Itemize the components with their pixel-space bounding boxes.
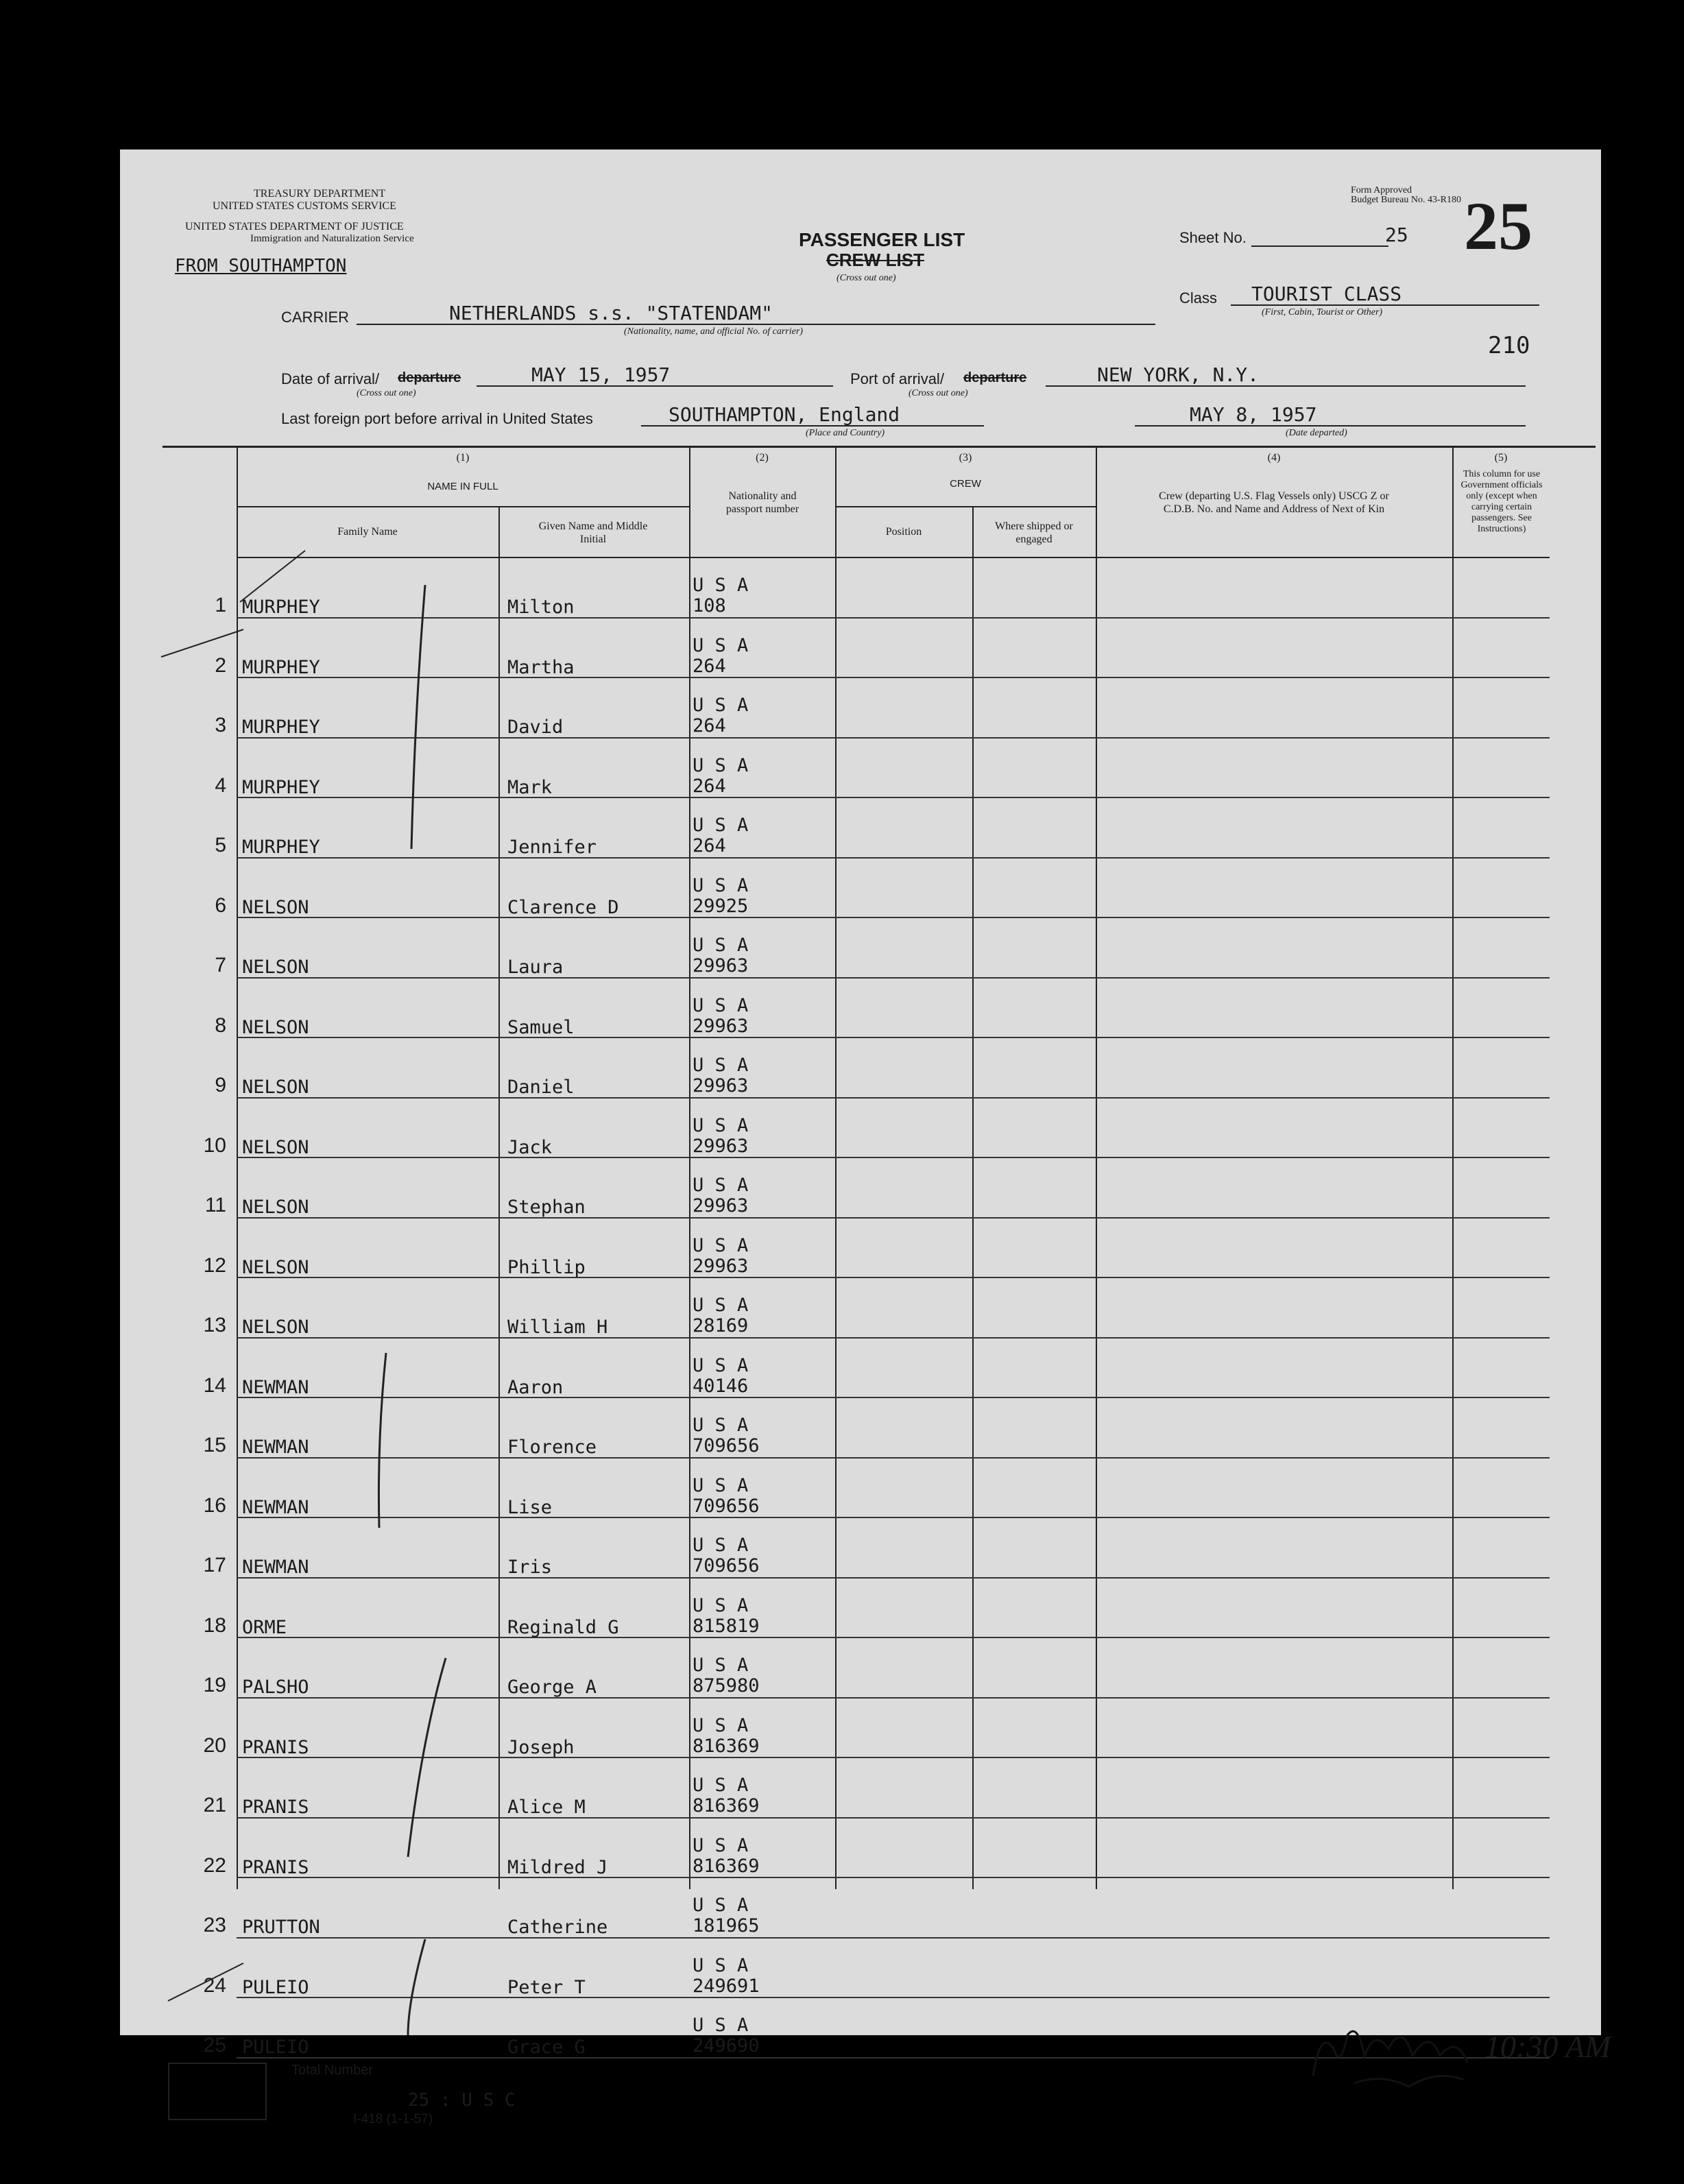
departed-note: (Date departed) (1286, 428, 1347, 438)
nationality: U S A (693, 815, 749, 836)
family-name: ORME (242, 1616, 287, 1638)
col3-number: (3) (959, 452, 972, 464)
family-name: MURPHEY (242, 597, 320, 618)
given-name: William H (507, 1317, 608, 1338)
nationality: U S A (693, 1114, 749, 1136)
agency-line-2: UNITED STATES CUSTOMS SERVICE (213, 200, 396, 212)
passport-number: 816369 (693, 1855, 760, 1877)
passport-number: 815819 (693, 1615, 760, 1637)
class-label: Class (1179, 289, 1218, 307)
nationality: U S A (693, 754, 749, 776)
nationality: U S A (693, 1834, 749, 1856)
given-name: Joseph (507, 1736, 575, 1758)
given-name: Phillip (507, 1256, 586, 1278)
departed-date: MAY 8, 1957 (1190, 403, 1317, 426)
passport-number: 29963 (693, 955, 749, 976)
passport-number: 709656 (693, 1435, 760, 1456)
nationality: U S A (693, 1055, 749, 1076)
given-name: Mildred J (507, 1856, 608, 1878)
passport-number: 875980 (693, 1675, 760, 1696)
nationality: U S A (693, 1714, 749, 1736)
given-name: Clarence D (507, 896, 619, 918)
passport-number: 108 (693, 595, 726, 616)
passport-number: 249691 (693, 1975, 760, 1997)
row-number: 3 (215, 714, 226, 736)
form-number: I-418 (1-1-57) (353, 2112, 433, 2126)
family-name: NELSON (242, 896, 309, 918)
col2-title: Nationality and passport number (725, 490, 799, 515)
nationality: U S A (693, 1474, 749, 1496)
total-label: Total Number (291, 2063, 373, 2078)
last-port-value: SOUTHAMPTON, England (669, 403, 900, 426)
nationality: U S A (693, 1175, 749, 1196)
nationality: U S A (693, 2015, 749, 2036)
nationality: U S A (693, 1415, 749, 1436)
passport-number: 816369 (693, 1795, 760, 1816)
position-header: Position (885, 526, 922, 538)
shipped-header: Where shipped or engaged (995, 520, 1073, 545)
family-name: NELSON (242, 1136, 309, 1158)
family-name: PALSHO (242, 1677, 309, 1698)
total-box (168, 2063, 267, 2120)
last-port-note: (Place and Country) (806, 428, 885, 438)
arrival-date: MAY 15, 1957 (531, 363, 671, 386)
nationality: U S A (693, 874, 749, 896)
passport-number: 709656 (693, 1495, 760, 1517)
passport-number: 181965 (693, 1915, 760, 1936)
passport-number: 28169 (693, 1315, 749, 1336)
family-name: PRANIS (242, 1797, 309, 1818)
row-number: 14 (203, 1373, 226, 1397)
family-name: NELSON (242, 1197, 309, 1218)
col2-number: (2) (756, 452, 769, 464)
row-number: 11 (204, 1194, 226, 1216)
given-name: Catherine (507, 1917, 608, 1938)
passport-number: 29963 (693, 1075, 749, 1096)
given-name: Laura (507, 957, 564, 978)
class-note: (First, Cabin, Tourist or Other) (1262, 307, 1383, 317)
given-name: Grace G (507, 2037, 586, 2058)
given-name: Jack (507, 1136, 553, 1158)
signature-time: 10:30 AM (1484, 2029, 1611, 2064)
nationality: U S A (693, 1354, 749, 1376)
row-number: 25 (203, 2034, 226, 2056)
nationality: U S A (693, 935, 749, 956)
sheet-label: Sheet No. (1179, 229, 1247, 246)
col5-title: This column for use Government officials only (except when carrying certain passengers. See Instructions) (1460, 469, 1543, 534)
col1-title: NAME IN FULL (427, 481, 498, 492)
cross-out-note: (Cross out one) (837, 273, 896, 283)
family-name: NELSON (242, 1256, 309, 1278)
passport-number: 709656 (693, 1555, 760, 1576)
carrier-value: NETHERLANDS s.s. "STATENDAM" (449, 302, 773, 324)
family-name-header: Family Name (337, 526, 398, 538)
nationality: U S A (693, 1954, 749, 1976)
passport-number: 264 (693, 715, 726, 736)
col5-number: (5) (1494, 452, 1508, 464)
row-number: 7 (215, 954, 226, 976)
given-name: Mark (507, 776, 553, 798)
passport-number: 29925 (693, 895, 749, 917)
nationality: U S A (693, 575, 749, 596)
nationality: U S A (693, 695, 749, 716)
passport-number: 249690 (693, 2035, 760, 2056)
form-approved: Form Approved (1351, 185, 1412, 195)
nationality: U S A (693, 1535, 749, 1556)
family-name: PULEIO (242, 2037, 309, 2058)
family-name: PRANIS (242, 1736, 309, 1758)
row-number: 17 (203, 1554, 226, 1576)
port-cross-note: (Cross out one) (909, 388, 968, 398)
nationality: U S A (693, 634, 749, 656)
nationality: U S A (693, 1895, 749, 1916)
family-name: NELSON (242, 1016, 309, 1038)
given-name: Daniel (507, 1077, 575, 1098)
total-value: 25 : U S C (408, 2090, 516, 2111)
family-name: MURPHEY (242, 656, 320, 678)
given-name: George A (507, 1677, 597, 1698)
row-number: 1 (215, 594, 226, 616)
nationality: U S A (693, 1655, 749, 1676)
row-number: 6 (215, 893, 226, 917)
row-number: 9 (215, 1074, 226, 1096)
row-number: 13 (203, 1314, 226, 1336)
family-name: MURPHEY (242, 837, 320, 858)
given-name: Stephan (507, 1197, 586, 1218)
given-name: Alice M (507, 1797, 586, 1818)
row-number: 18 (203, 1613, 226, 1637)
page-count: 210 (1488, 332, 1530, 359)
nationality: U S A (693, 1295, 749, 1316)
given-name: Jennifer (507, 837, 597, 858)
col1-number: (1) (456, 452, 470, 464)
given-name: Florence (507, 1437, 597, 1458)
carrier-label: CARRIER (281, 309, 350, 326)
col3-title: CREW (950, 478, 981, 490)
passport-number: 29963 (693, 1195, 749, 1216)
given-name: Iris (507, 1557, 553, 1578)
passport-number: 40146 (693, 1375, 749, 1397)
agency-line-3: UNITED STATES DEPARTMENT OF JUSTICE (185, 221, 404, 232)
row-number: 16 (203, 1493, 226, 1517)
sheet-number-large: 25 (1464, 188, 1532, 264)
given-name-header: Given Name and Middle Initial (538, 520, 648, 545)
given-name: David (507, 717, 564, 738)
crossed-title: CREW LIST (826, 250, 924, 270)
family-name: PULEIO (242, 1976, 309, 1998)
agency-line-1: TREASURY DEPARTMENT (254, 188, 386, 200)
page-title: PASSENGER LIST (799, 229, 965, 250)
row-number: 19 (203, 1674, 226, 1696)
row-number: 2 (215, 653, 226, 677)
row-number: 12 (203, 1253, 226, 1277)
row-number: 21 (203, 1794, 226, 1816)
nationality: U S A (693, 994, 749, 1016)
arrival-crossed: departure (398, 370, 461, 385)
passport-number: 29963 (693, 1135, 749, 1157)
given-name: Lise (507, 1496, 553, 1518)
row-number: 4 (215, 773, 226, 797)
given-name: Reginald G (507, 1616, 619, 1638)
class-value: TOURIST CLASS (1251, 283, 1402, 305)
row-number: 15 (203, 1434, 226, 1456)
given-name: Martha (507, 656, 575, 678)
family-name: NEWMAN (242, 1557, 309, 1578)
from-port: FROM SOUTHAMPTON (175, 256, 347, 276)
col4-number: (4) (1267, 452, 1281, 464)
agency-line-4: Immigration and Naturalization Service (250, 233, 414, 244)
row-number: 24 (203, 1973, 226, 1997)
col4-title: Crew (departing U.S. Flag Vessels only) USCG Z or C.D.B. No. and Name and Address of Next of Kin (1159, 490, 1389, 515)
row-number: 8 (215, 1013, 226, 1037)
family-name: MURPHEY (242, 717, 320, 738)
last-port-label: Last foreign port before arrival in United States (281, 410, 593, 427)
passport-number: 29963 (693, 1015, 749, 1037)
passenger-list-sheet (120, 149, 1611, 2126)
port-crossed: departure (963, 370, 1027, 385)
row-number: 10 (203, 1133, 226, 1157)
budget-bureau: Budget Bureau No. 43-R180 (1351, 195, 1461, 205)
family-name: PRANIS (242, 1856, 309, 1878)
row-number: 20 (203, 1733, 226, 1757)
family-name: NELSON (242, 1077, 309, 1098)
carrier-note: (Nationality, name, and official No. of carrier) (624, 326, 803, 337)
family-name: NELSON (242, 957, 309, 978)
row-number: 22 (203, 1853, 226, 1877)
passport-number: 264 (693, 835, 726, 856)
passport-number: 264 (693, 775, 726, 797)
arrival-label: Date of arrival/ (281, 370, 380, 387)
given-name: Aaron (507, 1376, 564, 1398)
family-name: NEWMAN (242, 1376, 309, 1398)
handwritten-marks (120, 149, 1601, 2035)
given-name: Milton (507, 597, 575, 618)
passport-number: 29963 (693, 1255, 749, 1277)
sheet-number: 25 (1385, 224, 1408, 246)
given-name: Samuel (507, 1016, 575, 1038)
passport-number: 264 (693, 655, 726, 677)
port-label: Port of arrival/ (850, 370, 944, 387)
family-name: NEWMAN (242, 1496, 309, 1518)
family-name: NELSON (242, 1317, 309, 1338)
family-name: PRUTTON (242, 1917, 320, 1938)
row-number: 5 (215, 834, 226, 856)
family-name: NEWMAN (242, 1437, 309, 1458)
arrival-cross-note: (Cross out one) (357, 388, 416, 398)
port-value: NEW YORK, N.Y. (1097, 363, 1260, 386)
row-number: 23 (203, 1914, 226, 1936)
nationality: U S A (693, 1775, 749, 1796)
family-name: MURPHEY (242, 776, 320, 798)
passport-number: 816369 (693, 1735, 760, 1757)
given-name: Peter T (507, 1976, 586, 1998)
nationality: U S A (693, 1594, 749, 1616)
nationality: U S A (693, 1234, 749, 1256)
